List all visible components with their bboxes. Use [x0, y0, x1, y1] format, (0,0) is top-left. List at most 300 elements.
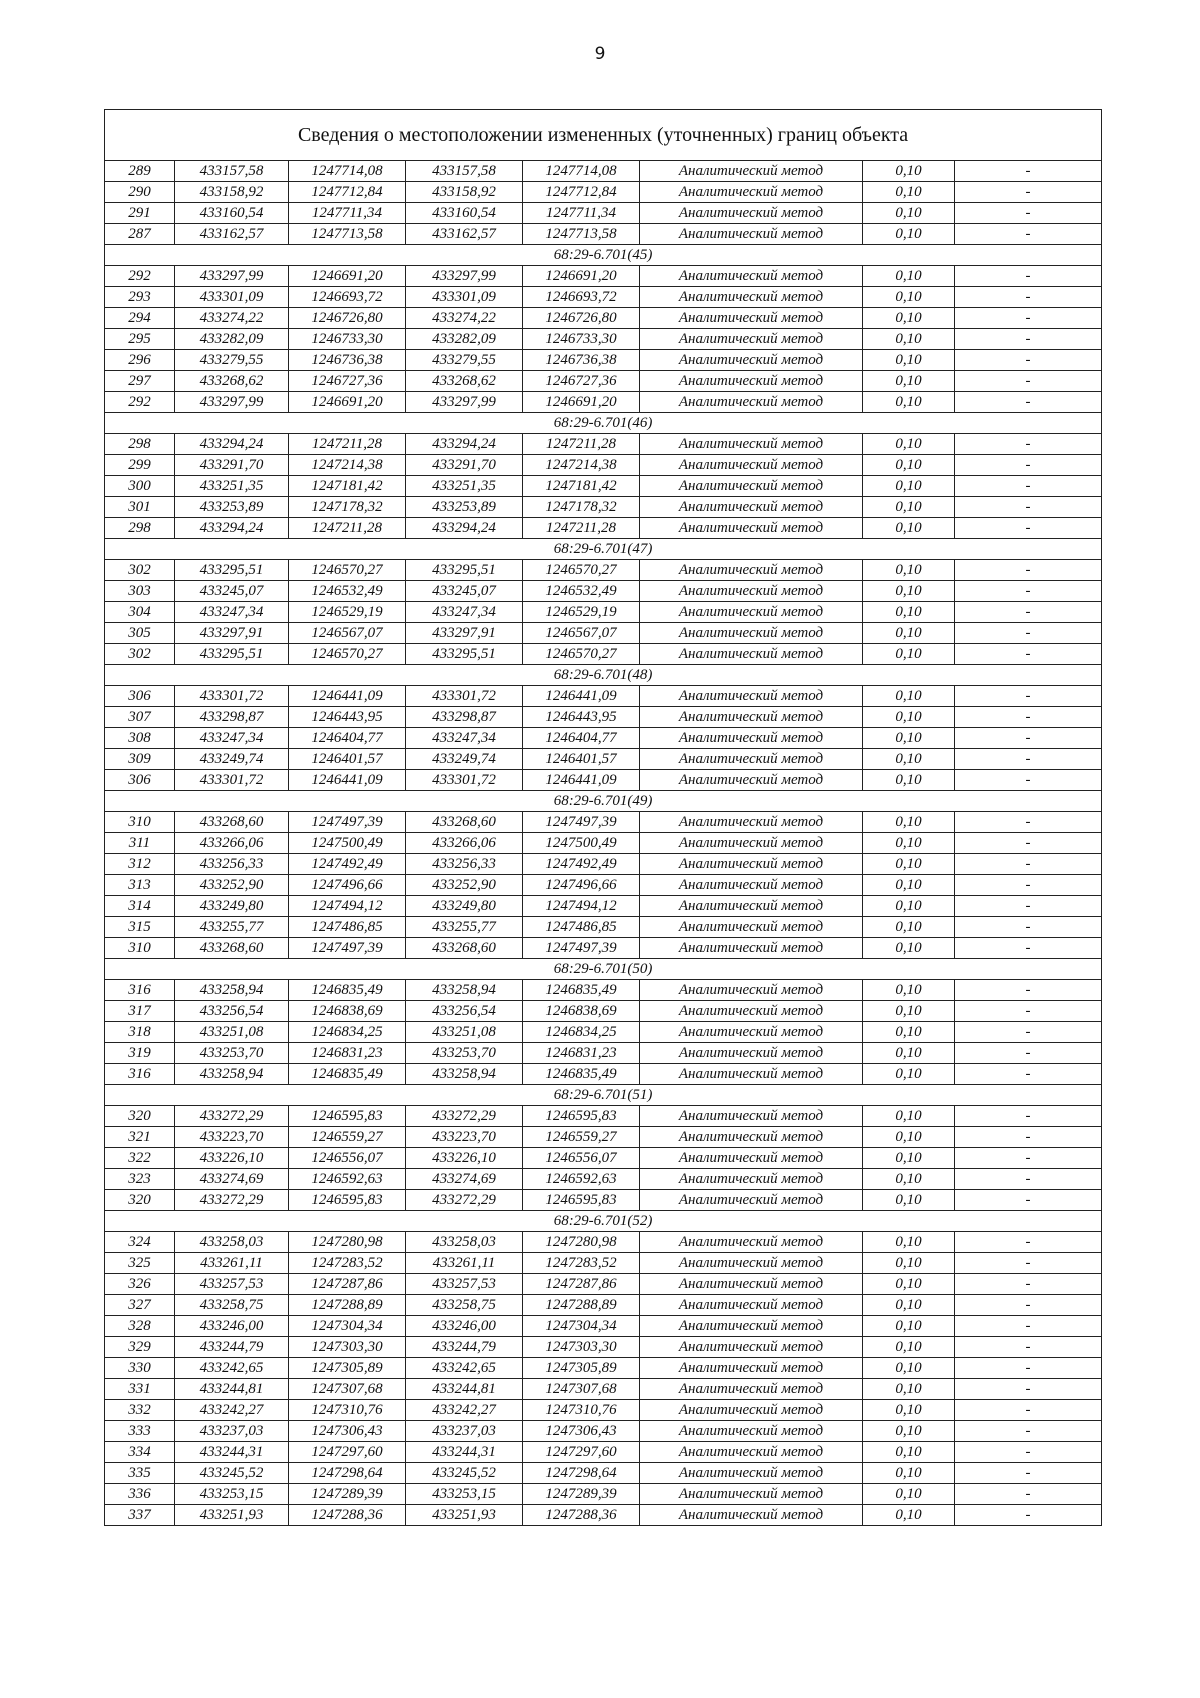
- description-cell: -: [955, 392, 1102, 413]
- table-row: [105, 350, 1102, 371]
- table-row: [105, 749, 1102, 770]
- y-old-cell: 1246595,83: [289, 1190, 406, 1211]
- description-cell: -: [955, 455, 1102, 476]
- y-new-cell: 1246401,57: [523, 749, 640, 770]
- point-number-cell: 310: [105, 812, 175, 833]
- point-number-cell: 336: [105, 1484, 175, 1505]
- table-row: [105, 392, 1102, 413]
- table-row: [105, 1253, 1102, 1274]
- table-row: [105, 728, 1102, 749]
- x-old-cell: 433157,58: [175, 161, 289, 182]
- x-old-cell: 433282,09: [175, 329, 289, 350]
- y-new-cell: 1246831,23: [523, 1043, 640, 1064]
- section-header-row: [105, 413, 1102, 434]
- x-new-cell: 433244,81: [406, 1379, 523, 1400]
- x-new-cell: 433274,22: [406, 308, 523, 329]
- point-number-cell: 303: [105, 581, 175, 602]
- y-old-cell: 1246736,38: [289, 350, 406, 371]
- section-id: 68:29-6.701(48): [105, 665, 1102, 686]
- section-header-row: [105, 791, 1102, 812]
- point-number-cell: 317: [105, 1001, 175, 1022]
- section-header-row: [105, 245, 1102, 266]
- y-new-cell: 1246835,49: [523, 1064, 640, 1085]
- x-new-cell: 433258,94: [406, 1064, 523, 1085]
- method-cell: Аналитический метод: [640, 602, 863, 623]
- x-new-cell: 433256,33: [406, 854, 523, 875]
- method-cell: Аналитический метод: [640, 875, 863, 896]
- description-cell: -: [955, 980, 1102, 1001]
- table-row: [105, 917, 1102, 938]
- point-number-cell: 316: [105, 1064, 175, 1085]
- method-cell: Аналитический метод: [640, 1043, 863, 1064]
- y-new-cell: 1247283,52: [523, 1253, 640, 1274]
- y-new-cell: 1247500,49: [523, 833, 640, 854]
- x-new-cell: 433279,55: [406, 350, 523, 371]
- table-row: [105, 1337, 1102, 1358]
- table-row: [105, 770, 1102, 791]
- y-new-cell: 1247494,12: [523, 896, 640, 917]
- x-new-cell: 433297,91: [406, 623, 523, 644]
- table-row: [105, 434, 1102, 455]
- accuracy-cell: 0,10: [863, 560, 955, 581]
- y-new-cell: 1246570,27: [523, 560, 640, 581]
- x-new-cell: 433301,72: [406, 686, 523, 707]
- point-number-cell: 314: [105, 896, 175, 917]
- point-number-cell: 295: [105, 329, 175, 350]
- section-header-row: [105, 539, 1102, 560]
- y-old-cell: 1247497,39: [289, 938, 406, 959]
- accuracy-cell: 0,10: [863, 1421, 955, 1442]
- y-new-cell: 1247211,28: [523, 518, 640, 539]
- table-row: [105, 1274, 1102, 1295]
- accuracy-cell: 0,10: [863, 833, 955, 854]
- y-old-cell: 1247306,43: [289, 1421, 406, 1442]
- y-old-cell: 1246570,27: [289, 644, 406, 665]
- y-old-cell: 1247494,12: [289, 896, 406, 917]
- accuracy-cell: 0,10: [863, 1022, 955, 1043]
- y-old-cell: 1246404,77: [289, 728, 406, 749]
- table-title: Сведения о местоположении измененных (уточненных) границ объекта: [105, 110, 1102, 161]
- method-cell: Аналитический метод: [640, 1127, 863, 1148]
- method-cell: Аналитический метод: [640, 581, 863, 602]
- accuracy-cell: 0,10: [863, 182, 955, 203]
- x-old-cell: 433237,03: [175, 1421, 289, 1442]
- x-old-cell: 433272,29: [175, 1190, 289, 1211]
- point-number-cell: 322: [105, 1148, 175, 1169]
- x-old-cell: 433268,62: [175, 371, 289, 392]
- description-cell: -: [955, 1358, 1102, 1379]
- method-cell: Аналитический метод: [640, 455, 863, 476]
- y-new-cell: 1247310,76: [523, 1400, 640, 1421]
- accuracy-cell: 0,10: [863, 1379, 955, 1400]
- method-cell: Аналитический метод: [640, 434, 863, 455]
- point-number-cell: 292: [105, 392, 175, 413]
- x-old-cell: 433158,92: [175, 182, 289, 203]
- y-new-cell: 1246529,19: [523, 602, 640, 623]
- table-row: [105, 1022, 1102, 1043]
- y-old-cell: 1247496,66: [289, 875, 406, 896]
- table-row: [105, 1400, 1102, 1421]
- x-old-cell: 433301,72: [175, 686, 289, 707]
- x-old-cell: 433268,60: [175, 938, 289, 959]
- y-new-cell: 1246532,49: [523, 581, 640, 602]
- accuracy-cell: 0,10: [863, 875, 955, 896]
- accuracy-cell: 0,10: [863, 1484, 955, 1505]
- x-old-cell: 433258,75: [175, 1295, 289, 1316]
- x-old-cell: 433253,89: [175, 497, 289, 518]
- y-old-cell: 1246570,27: [289, 560, 406, 581]
- description-cell: -: [955, 497, 1102, 518]
- accuracy-cell: 0,10: [863, 350, 955, 371]
- point-number-cell: 324: [105, 1232, 175, 1253]
- x-new-cell: 433253,89: [406, 497, 523, 518]
- section-header-row: [105, 1211, 1102, 1232]
- table-row: [105, 476, 1102, 497]
- method-cell: Аналитический метод: [640, 644, 863, 665]
- accuracy-cell: 0,10: [863, 329, 955, 350]
- x-new-cell: 433249,74: [406, 749, 523, 770]
- point-number-cell: 307: [105, 707, 175, 728]
- accuracy-cell: 0,10: [863, 1127, 955, 1148]
- section-id: 68:29-6.701(52): [105, 1211, 1102, 1232]
- y-old-cell: 1246592,63: [289, 1169, 406, 1190]
- table-row: [105, 833, 1102, 854]
- x-old-cell: 433251,35: [175, 476, 289, 497]
- description-cell: -: [955, 1106, 1102, 1127]
- y-new-cell: 1246441,09: [523, 770, 640, 791]
- description-cell: -: [955, 1253, 1102, 1274]
- method-cell: Аналитический метод: [640, 1232, 863, 1253]
- description-cell: -: [955, 833, 1102, 854]
- description-cell: -: [955, 1484, 1102, 1505]
- description-cell: -: [955, 1421, 1102, 1442]
- table-row: [105, 371, 1102, 392]
- point-number-cell: 312: [105, 854, 175, 875]
- x-old-cell: 433242,65: [175, 1358, 289, 1379]
- x-new-cell: 433256,54: [406, 1001, 523, 1022]
- y-old-cell: 1246835,49: [289, 980, 406, 1001]
- x-old-cell: 433253,70: [175, 1043, 289, 1064]
- accuracy-cell: 0,10: [863, 1400, 955, 1421]
- accuracy-cell: 0,10: [863, 1232, 955, 1253]
- table-row: [105, 182, 1102, 203]
- method-cell: Аналитический метод: [640, 1442, 863, 1463]
- description-cell: -: [955, 287, 1102, 308]
- y-old-cell: 1247211,28: [289, 434, 406, 455]
- method-cell: Аналитический метод: [640, 560, 863, 581]
- x-old-cell: 433247,34: [175, 602, 289, 623]
- method-cell: Аналитический метод: [640, 161, 863, 182]
- accuracy-cell: 0,10: [863, 623, 955, 644]
- x-new-cell: 433301,72: [406, 770, 523, 791]
- x-new-cell: 433158,92: [406, 182, 523, 203]
- accuracy-cell: 0,10: [863, 1358, 955, 1379]
- x-new-cell: 433268,60: [406, 812, 523, 833]
- method-cell: Аналитический метод: [640, 749, 863, 770]
- y-old-cell: 1247713,58: [289, 224, 406, 245]
- x-old-cell: 433258,94: [175, 1064, 289, 1085]
- accuracy-cell: 0,10: [863, 812, 955, 833]
- method-cell: Аналитический метод: [640, 329, 863, 350]
- accuracy-cell: 0,10: [863, 1148, 955, 1169]
- x-new-cell: 433258,94: [406, 980, 523, 1001]
- description-cell: -: [955, 812, 1102, 833]
- x-old-cell: 433223,70: [175, 1127, 289, 1148]
- method-cell: Аналитический метод: [640, 308, 863, 329]
- x-old-cell: 433253,15: [175, 1484, 289, 1505]
- x-old-cell: 433242,27: [175, 1400, 289, 1421]
- method-cell: Аналитический метод: [640, 938, 863, 959]
- table-row: [105, 1421, 1102, 1442]
- point-number-cell: 294: [105, 308, 175, 329]
- y-old-cell: 1247303,30: [289, 1337, 406, 1358]
- method-cell: Аналитический метод: [640, 1358, 863, 1379]
- method-cell: Аналитический метод: [640, 182, 863, 203]
- x-old-cell: 433162,57: [175, 224, 289, 245]
- x-new-cell: 433268,62: [406, 371, 523, 392]
- y-new-cell: 1246835,49: [523, 980, 640, 1001]
- point-number-cell: 306: [105, 770, 175, 791]
- y-new-cell: 1247496,66: [523, 875, 640, 896]
- point-number-cell: 308: [105, 728, 175, 749]
- x-new-cell: 433258,75: [406, 1295, 523, 1316]
- y-old-cell: 1246831,23: [289, 1043, 406, 1064]
- x-old-cell: 433258,03: [175, 1232, 289, 1253]
- accuracy-cell: 0,10: [863, 1505, 955, 1526]
- y-new-cell: 1246556,07: [523, 1148, 640, 1169]
- x-old-cell: 433258,94: [175, 980, 289, 1001]
- description-cell: -: [955, 1190, 1102, 1211]
- accuracy-cell: 0,10: [863, 203, 955, 224]
- y-old-cell: 1247497,39: [289, 812, 406, 833]
- accuracy-cell: 0,10: [863, 1190, 955, 1211]
- x-old-cell: 433247,34: [175, 728, 289, 749]
- point-number-cell: 310: [105, 938, 175, 959]
- point-number-cell: 300: [105, 476, 175, 497]
- x-old-cell: 433266,06: [175, 833, 289, 854]
- x-old-cell: 433256,33: [175, 854, 289, 875]
- accuracy-cell: 0,10: [863, 1316, 955, 1337]
- point-number-cell: 306: [105, 686, 175, 707]
- y-new-cell: 1246595,83: [523, 1106, 640, 1127]
- method-cell: Аналитический метод: [640, 1190, 863, 1211]
- method-cell: Аналитический метод: [640, 1316, 863, 1337]
- x-old-cell: 433301,72: [175, 770, 289, 791]
- point-number-cell: 319: [105, 1043, 175, 1064]
- y-new-cell: 1246404,77: [523, 728, 640, 749]
- accuracy-cell: 0,10: [863, 1274, 955, 1295]
- x-old-cell: 433255,77: [175, 917, 289, 938]
- x-new-cell: 433160,54: [406, 203, 523, 224]
- x-old-cell: 433295,51: [175, 644, 289, 665]
- x-new-cell: 433294,24: [406, 434, 523, 455]
- accuracy-cell: 0,10: [863, 581, 955, 602]
- x-new-cell: 433226,10: [406, 1148, 523, 1169]
- description-cell: -: [955, 602, 1102, 623]
- point-number-cell: 304: [105, 602, 175, 623]
- y-old-cell: 1247297,60: [289, 1442, 406, 1463]
- x-new-cell: 433244,79: [406, 1337, 523, 1358]
- point-number-cell: 331: [105, 1379, 175, 1400]
- y-new-cell: 1247178,32: [523, 497, 640, 518]
- x-new-cell: 433295,51: [406, 644, 523, 665]
- x-new-cell: 433301,09: [406, 287, 523, 308]
- section-id: 68:29-6.701(49): [105, 791, 1102, 812]
- x-new-cell: 433266,06: [406, 833, 523, 854]
- y-new-cell: 1246567,07: [523, 623, 640, 644]
- y-old-cell: 1247712,84: [289, 182, 406, 203]
- y-old-cell: 1246595,83: [289, 1106, 406, 1127]
- y-new-cell: 1246691,20: [523, 266, 640, 287]
- y-new-cell: 1247181,42: [523, 476, 640, 497]
- x-old-cell: 433256,54: [175, 1001, 289, 1022]
- table-row: [105, 497, 1102, 518]
- x-old-cell: 433245,52: [175, 1463, 289, 1484]
- x-new-cell: 433272,29: [406, 1190, 523, 1211]
- method-cell: Аналитический метод: [640, 350, 863, 371]
- method-cell: Аналитический метод: [640, 497, 863, 518]
- accuracy-cell: 0,10: [863, 1064, 955, 1085]
- accuracy-cell: 0,10: [863, 308, 955, 329]
- point-number-cell: 301: [105, 497, 175, 518]
- x-new-cell: 433274,69: [406, 1169, 523, 1190]
- accuracy-cell: 0,10: [863, 896, 955, 917]
- point-number-cell: 318: [105, 1022, 175, 1043]
- x-new-cell: 433253,70: [406, 1043, 523, 1064]
- description-cell: -: [955, 728, 1102, 749]
- x-new-cell: 433245,07: [406, 581, 523, 602]
- accuracy-cell: 0,10: [863, 917, 955, 938]
- x-new-cell: 433261,11: [406, 1253, 523, 1274]
- accuracy-cell: 0,10: [863, 1169, 955, 1190]
- y-new-cell: 1247289,39: [523, 1484, 640, 1505]
- x-old-cell: 433244,81: [175, 1379, 289, 1400]
- method-cell: Аналитический метод: [640, 1274, 863, 1295]
- table-row: [105, 1232, 1102, 1253]
- table-row: [105, 1043, 1102, 1064]
- point-number-cell: 298: [105, 434, 175, 455]
- x-old-cell: 433249,80: [175, 896, 289, 917]
- description-cell: -: [955, 938, 1102, 959]
- description-cell: -: [955, 203, 1102, 224]
- table-row: [105, 1358, 1102, 1379]
- y-new-cell: 1246838,69: [523, 1001, 640, 1022]
- table-row: [105, 812, 1102, 833]
- table-row: [105, 875, 1102, 896]
- description-cell: -: [955, 371, 1102, 392]
- method-cell: Аналитический метод: [640, 896, 863, 917]
- description-cell: -: [955, 854, 1102, 875]
- method-cell: Аналитический метод: [640, 770, 863, 791]
- y-new-cell: 1246736,38: [523, 350, 640, 371]
- x-new-cell: 433244,31: [406, 1442, 523, 1463]
- y-new-cell: 1247711,34: [523, 203, 640, 224]
- x-new-cell: 433297,99: [406, 266, 523, 287]
- point-number-cell: 292: [105, 266, 175, 287]
- x-old-cell: 433251,08: [175, 1022, 289, 1043]
- description-cell: -: [955, 623, 1102, 644]
- method-cell: Аналитический метод: [640, 917, 863, 938]
- description-cell: -: [955, 749, 1102, 770]
- description-cell: -: [955, 686, 1102, 707]
- accuracy-cell: 0,10: [863, 1463, 955, 1484]
- table-row: [105, 623, 1102, 644]
- table-row: [105, 455, 1102, 476]
- y-old-cell: 1246733,30: [289, 329, 406, 350]
- x-new-cell: 433157,58: [406, 161, 523, 182]
- table-row: [105, 1001, 1102, 1022]
- x-old-cell: 433279,55: [175, 350, 289, 371]
- point-number-cell: 293: [105, 287, 175, 308]
- description-cell: -: [955, 1001, 1102, 1022]
- point-number-cell: 326: [105, 1274, 175, 1295]
- y-new-cell: 1247298,64: [523, 1463, 640, 1484]
- x-new-cell: 433291,70: [406, 455, 523, 476]
- table-row: [105, 1484, 1102, 1505]
- accuracy-cell: 0,10: [863, 644, 955, 665]
- y-old-cell: 1246559,27: [289, 1127, 406, 1148]
- accuracy-cell: 0,10: [863, 518, 955, 539]
- method-cell: Аналитический метод: [640, 1337, 863, 1358]
- y-old-cell: 1247714,08: [289, 161, 406, 182]
- point-number-cell: 332: [105, 1400, 175, 1421]
- y-new-cell: 1246592,63: [523, 1169, 640, 1190]
- table-row: [105, 581, 1102, 602]
- description-cell: -: [955, 707, 1102, 728]
- x-new-cell: 433257,53: [406, 1274, 523, 1295]
- method-cell: Аналитический метод: [640, 1001, 863, 1022]
- x-old-cell: 433246,00: [175, 1316, 289, 1337]
- method-cell: Аналитический метод: [640, 1064, 863, 1085]
- section-id: 68:29-6.701(45): [105, 245, 1102, 266]
- y-old-cell: 1246691,20: [289, 266, 406, 287]
- description-cell: -: [955, 1337, 1102, 1358]
- x-new-cell: 433295,51: [406, 560, 523, 581]
- section-header-row: [105, 959, 1102, 980]
- x-new-cell: 433298,87: [406, 707, 523, 728]
- method-cell: Аналитический метод: [640, 854, 863, 875]
- y-old-cell: 1246567,07: [289, 623, 406, 644]
- y-new-cell: 1246733,30: [523, 329, 640, 350]
- x-new-cell: 433251,93: [406, 1505, 523, 1526]
- method-cell: Аналитический метод: [640, 1148, 863, 1169]
- accuracy-cell: 0,10: [863, 392, 955, 413]
- accuracy-cell: 0,10: [863, 1295, 955, 1316]
- point-number-cell: 298: [105, 518, 175, 539]
- y-new-cell: 1247486,85: [523, 917, 640, 938]
- point-number-cell: 316: [105, 980, 175, 1001]
- table-row: [105, 161, 1102, 182]
- table-row: [105, 203, 1102, 224]
- y-old-cell: 1247305,89: [289, 1358, 406, 1379]
- x-old-cell: 433251,93: [175, 1505, 289, 1526]
- boundary-coordinates-table: [104, 109, 1102, 1526]
- y-new-cell: 1247714,08: [523, 161, 640, 182]
- x-old-cell: 433294,24: [175, 518, 289, 539]
- table-row: [105, 602, 1102, 623]
- description-cell: -: [955, 1442, 1102, 1463]
- accuracy-cell: 0,10: [863, 854, 955, 875]
- x-new-cell: 433252,90: [406, 875, 523, 896]
- table-row: [105, 707, 1102, 728]
- y-old-cell: 1247211,28: [289, 518, 406, 539]
- y-old-cell: 1246838,69: [289, 1001, 406, 1022]
- table-row: [105, 1295, 1102, 1316]
- y-old-cell: 1247486,85: [289, 917, 406, 938]
- table-row: [105, 1442, 1102, 1463]
- description-cell: -: [955, 518, 1102, 539]
- x-new-cell: 433242,65: [406, 1358, 523, 1379]
